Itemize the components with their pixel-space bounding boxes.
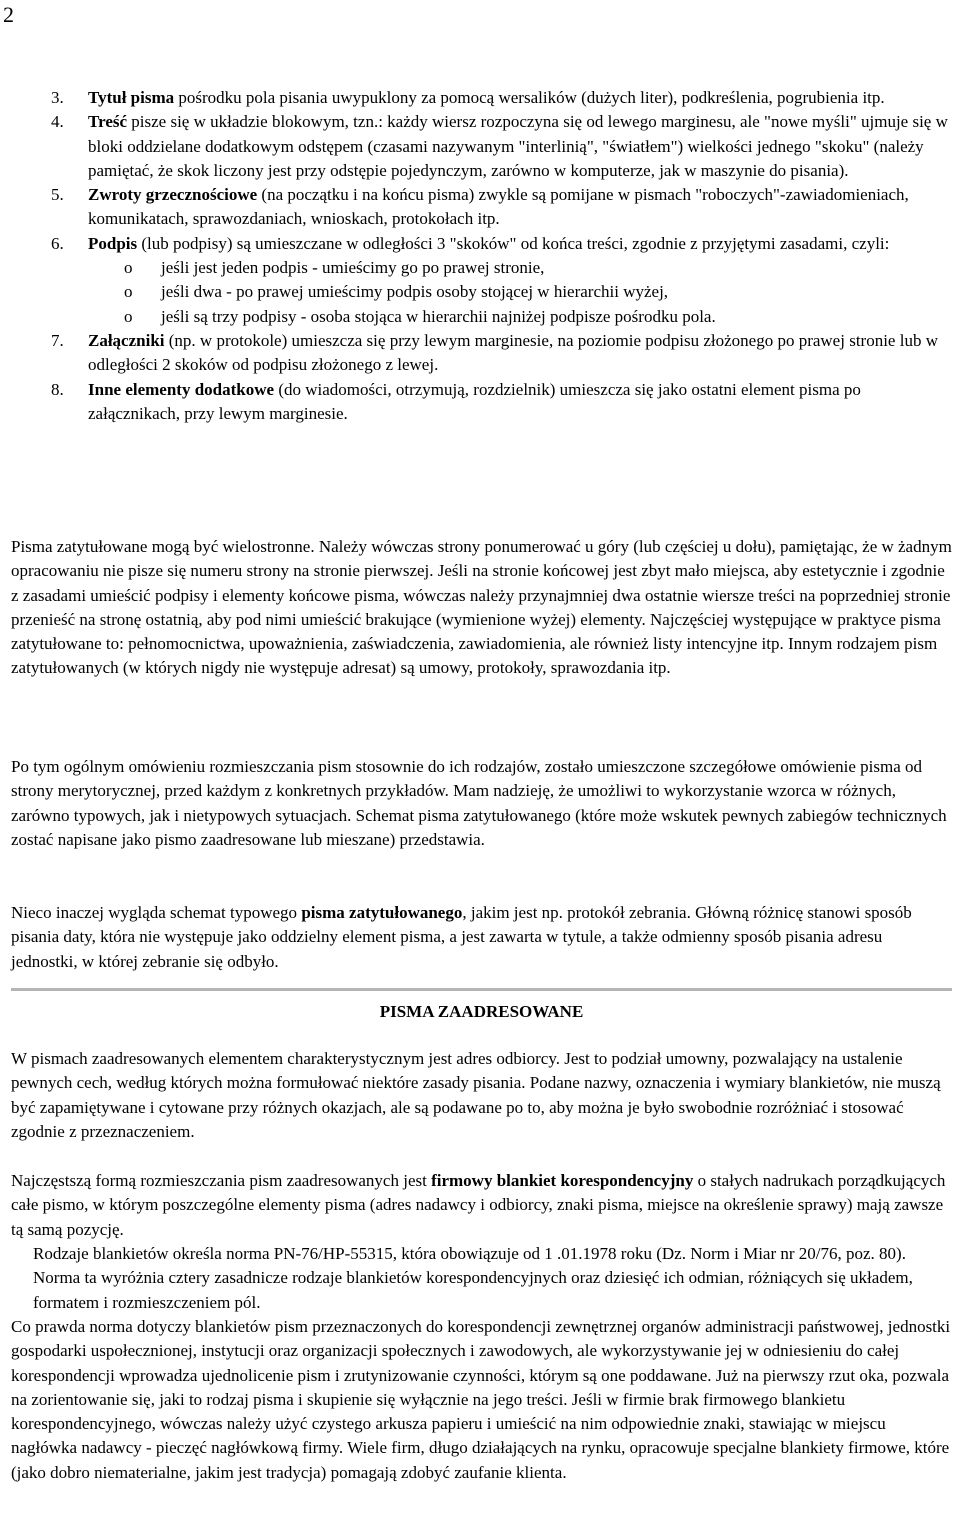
- paragraph-norm-details: Co prawda norma dotyczy blankietów pism przeznaczonych do korespondencji zewnętrznej organów administracji państwowej, jednostki gospodarki uspołecznionej, instytucji oraz organizacji społecznych i zawodowych, ale wykorzystywanie jej w odniesieniu do całej korespondencji wprowadza ujednolicenie pism i zrutynizowanie czynności, którym są one poddawane. Już na pierwszy rzut oka, pozwala na zorientowanie się, jaki to rodzaj pisma i skupienie się wyłącznie na jego treści. Jeśli w firmie brak firmowego blankietu korespondencyjnego, wówczas należy użyć czystego arkusza papieru i umieścić na nim odpowiednie znaki, stawiając w miejscu nagłówka nadawcy - pieczęć nagłówkową firmy. Wiele firm, długo działających na rynku, opracowuje specjalne blankiety firmowe, które (jako dobro niematerialne, jakim jest tradycja) pomagają zdobyć zaufanie klienta.: [11, 1317, 951, 1482]
- page-number: 2: [3, 2, 14, 27]
- list-item-bold: Załączniki: [88, 330, 165, 350]
- list-number: 6.: [51, 233, 64, 253]
- text-run: Rodzaje blankietów określa norma PN-76/HP-55315, która obowiązuje od 1 .01.1978 roku (Dz. Norm i Miar nr 20/76, poz. 80). Norma ta wyróżnia cztery zasadnicze rodzaje blankietów korespondencyjnych oraz dziesięć ich odmian, różniących się układem, formatem i rozmieszczeniem pól.: [33, 1244, 913, 1312]
- numbered-list: [0, 86, 960, 426]
- list-item: [0, 86, 948, 110]
- bullet-mark: o: [124, 282, 133, 302]
- paragraph-protocol: [11, 901, 953, 974]
- sub-list-item: [0, 305, 960, 329]
- list-number: 4.: [51, 112, 64, 132]
- list-item-text: (na początku i na końcu pisma) zwykle są pomijane w pismach "roboczych"-zawiadomieniach, komunikatach, sprawozdaniach, wnioskach, protokołach itp.: [88, 185, 909, 229]
- paragraph-norm: [11, 1242, 953, 1315]
- section-divider: [11, 988, 952, 991]
- section-heading: PISMA ZAADRESOWANE: [379, 1002, 584, 1021]
- sub-list-item: [0, 256, 960, 280]
- list-item-text: (lub podpisy) są umieszczane w odległości 3 "skoków" od końca treści, zgodnie z przyjętymi zasadami, czyli:: [137, 233, 890, 253]
- list-item: [0, 110, 948, 183]
- list-item: [0, 329, 948, 378]
- bullet-mark: o: [124, 306, 133, 326]
- list-item: [0, 232, 948, 256]
- list-item-bold: Treść: [88, 112, 128, 132]
- list-item-bold: Tytuł pisma: [88, 88, 175, 107]
- list-number: 8.: [51, 379, 64, 399]
- bold-run: pisma zatytułowanego: [301, 903, 463, 922]
- list-item-bold: Podpis: [88, 233, 138, 253]
- paragraph-overview: Po tym ogólnym omówieniu rozmieszczania pism stosownie do ich rodzajów, zostało umieszczone szczegółowe omówienie pisma od strony merytorycznej, przed każdym z konkretnych przykładów. Mam nadzieję, że umożliwi to wykorzystanie wzorca w różnych, zarówno typowych, jak i nietypowych sytuacjach. Schemat pisma zatytułowanego (które może wskutek pewnych zabiegów technicznych zostać napisane jako pismo zaadresowane lub mieszane) przedstawia.: [11, 757, 947, 849]
- list-item-text: pośrodku pola pisania uwypuklony za pomocą wersalików (dużych liter), podkreślenia, pogrubienia itp.: [174, 88, 885, 107]
- list-item-bold: Zwroty grzecznościowe: [88, 185, 258, 205]
- sub-item-text: jeśli jest jeden podpis - umieścimy go po prawej stronie,: [161, 258, 545, 278]
- list-item: [0, 378, 948, 427]
- paragraph-letterhead: [11, 1169, 953, 1242]
- list-item-text: pisze się w układzie blokowym, tzn.: każdy wiersz rozpoczyna się od lewego marginesu, ale "nowe myśli" ujmuje się w bloki oddzielane dodatkowym odstępem (czasami nazywanym "interlinią", "światłem") wielkości jednego "skoku" (należy pamiętać, że skok liczony jest przy odstępie pojedynczym, zarówno w komputerze, jak w maszynie do pisania).: [88, 112, 948, 180]
- text-run: , jakim jest np. protokół zebrania. Główną różnicę stanowi sposób pisania daty, która nie występuje jako oddzielny element pisma, a jest zawarta w tytule, a także odmienny sposób pisania adresu jednostki, w której zebranie się odbyło.: [11, 903, 912, 971]
- bullet-mark: o: [124, 258, 133, 278]
- bold-run: firmowy blankiet korespondencyjny: [431, 1171, 694, 1190]
- sub-list-item: [0, 280, 960, 304]
- list-item-text: (np. w protokole) umieszcza się przy lewym marginesie, na poziomie podpisu złożonego po prawej stronie lub w odległości 2 skoków od podpisu złożonego z lewej.: [88, 330, 938, 375]
- list-item: [0, 183, 948, 232]
- text-run: Najczęstszą formą rozmieszczania pism zaadresowanych jest: [11, 1171, 432, 1190]
- list-number: 7.: [51, 330, 64, 350]
- text-run: Nieco inaczej wygląda schemat typowego: [11, 903, 302, 922]
- list-item-bold: Inne elementy dodatkowe: [88, 379, 275, 399]
- paragraph-multipage: Pisma zatytułowane mogą być wielostronne. Należy wówczas strony ponumerować u góry (lub częściej u dołu), pamiętając, że w żadnym opracowaniu nie pisze się numeru strony na stronie pierwszej. Jeśli na stronie końcowej jest zbyt mało miejsca, aby estetycznie i zgodnie z zasadami umieścić podpisy i elementy końcowe pisma, wówczas należy przynajmniej dwa ostatnie wiersze treści na poprzedniej stronie przenieść na stronę ostatnią, aby pod nimi umieścić brakujące (wymienione wyżej) elementy. Najczęściej występujące w praktyce pisma zatytułowane to: pełnomocnictwa, upoważnienia, zaświadczenia, zawiadomienia, ale również listy intencyjne itp. Innym rodzajem pism zatytułowanych (w których nigdy nie występuje adresat) są umowy, protokoły, sprawozdania itp.: [11, 537, 952, 678]
- indented-text: [11, 1242, 953, 1315]
- paragraph-addressed: W pismach zaadresowanych elementem charakterystycznym jest adres odbiorcy. Jest to podział umowny, pozwalający na ustalenie pewnych cech, według których można formułować niektóre zasady pisania. Podane nazwy, oznaczenia i wymiary blankietów, nie muszą być zapamiętywane i cytowane przy różnych okazjach, ale są podawane po to, aby można je było swobodnie rozróżniać i stosować zgodnie z przeznaczeniem.: [11, 1049, 941, 1141]
- sub-item-text: jeśli dwa - po prawej umieścimy podpis osoby stojącej w hierarchii wyżej,: [161, 282, 669, 302]
- text-run: o stałych nadrukach porządkujących całe pismo, w którym poszczególne elementy pisma (adres nadawcy i odbiorcy, znaki pisma, miejsce na określenie sprawy) mają zawsze tą samą pozycję.: [11, 1171, 946, 1239]
- list-number: 3.: [51, 88, 64, 107]
- list-number: 5.: [51, 185, 64, 205]
- list-item-text: (do wiadomości, otrzymują, rozdzielnik) umieszcza się jako ostatni element pisma po załącznikach, przy lewym marginesie.: [88, 379, 861, 423]
- sub-item-text: jeśli są trzy podpisy - osoba stojąca w hierarchii najniżej podpisze pośrodku pola.: [161, 306, 716, 326]
